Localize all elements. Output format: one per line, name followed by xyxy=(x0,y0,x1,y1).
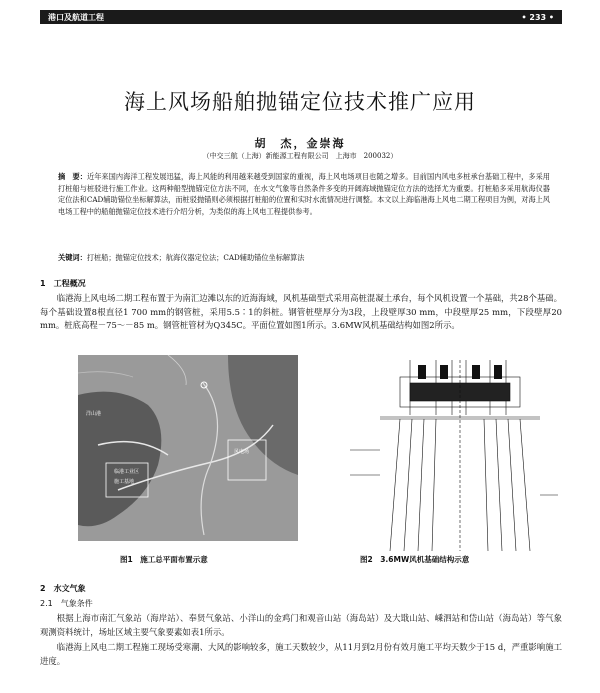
figure-1-map xyxy=(78,355,298,541)
site-map-graphic xyxy=(78,355,298,541)
section-1-heading: 1 工程概况 xyxy=(40,279,86,288)
page-number: • 233 • xyxy=(521,12,554,22)
abstract-label: 摘 要： xyxy=(58,172,87,181)
abstract xyxy=(58,171,550,217)
running-header xyxy=(40,10,562,24)
foundation-drawing xyxy=(340,355,562,551)
keywords xyxy=(58,253,550,263)
paper-title: 海上风场船舶抛锚定位技术推广应用 xyxy=(124,90,476,114)
journal-name: 港口及航道工程 xyxy=(48,12,104,22)
map-label-3: 风电场 xyxy=(234,449,250,455)
figure-2-structure xyxy=(340,355,562,551)
section-2-text-2: 临港海上风电二期工程施工现场受寒潮、大风的影响较多，施工天数较少，从11月到2月份有效月施工平均天数少于15 d，严重影响施工进度。 xyxy=(40,642,562,666)
section-1-text: 临港海上风电场二期工程布置于为南汇边滩以东的近海海域，风机基础型式采用高桩混凝土承台，每个风机设置一个基础，共28个基础。每个基础设置8根直径1 700 mm的钢管桩，采用5.5∶1的斜桩。钢管桩壁厚分为3段，上段壁厚30 mm，中段壁厚25 mm，下段壁厚20 mm。桩底高程－75～－85 m。钢管桩管材为Q345C。平面位置如图1所示。3.6MW风机基础结构如图2所示。 xyxy=(40,293,562,331)
section-2-heading: 2 水文气象 xyxy=(40,584,86,593)
keywords-label: 关键词： xyxy=(58,253,87,262)
keywords-text: 打桩船；抛锚定位技术；航海仪器定位法；CAD辅助锚位坐标解算法 xyxy=(86,253,305,262)
map-label-4: 施工基地 xyxy=(114,479,135,485)
abstract-text: 近年来国内海洋工程发展迅猛，海上风能的利用越来越受到国家的重视，海上风电场项目也随之增多。目前国内风电多桩承台基础工程中，多采用打桩船与桩驳进行施工作业。这两种船型抛锚定位方法不同，在水文气象等自然条件多变的开阔海域抛锚定位方法的选择尤为重要。打桩船多采用航海仪器定位法和CAD辅助锚位坐标解算法，而桩驳抛锚则必须根据打桩船的位置和实时水流情况进行调整。本文以上海临港海上风电二期工程项目为例，对海上风电场工程中的船舶抛锚定位技术进行介绍分析，为类似的海上风电工程提供参考。 xyxy=(58,172,550,216)
section-2-text-1: 根据上海市南汇气象站（海岸站）、奉贤气象站、小洋山的金鸡门和观音山站（海岛站）及大戢山站、嵊泗站和岱山站（海岛站）等气象观测资料统计，场址区域主要气象要素如表1所示。 xyxy=(40,613,562,637)
affiliation: （中交三航（上海）新能源工程有限公司 上海市 200032） xyxy=(202,152,398,160)
figure-1-caption: 图1 施工总平面布置示意 xyxy=(120,555,208,564)
section-2-1-heading: 2.1 气象条件 xyxy=(40,599,93,608)
figure-2-caption: 图2 3.6MW风机基础结构示意 xyxy=(360,555,470,564)
map-label-2: 洋山港 xyxy=(86,411,102,417)
map-label-1: 临港工业区 xyxy=(114,469,140,475)
authors: 胡 杰，金崇海 xyxy=(254,137,346,150)
